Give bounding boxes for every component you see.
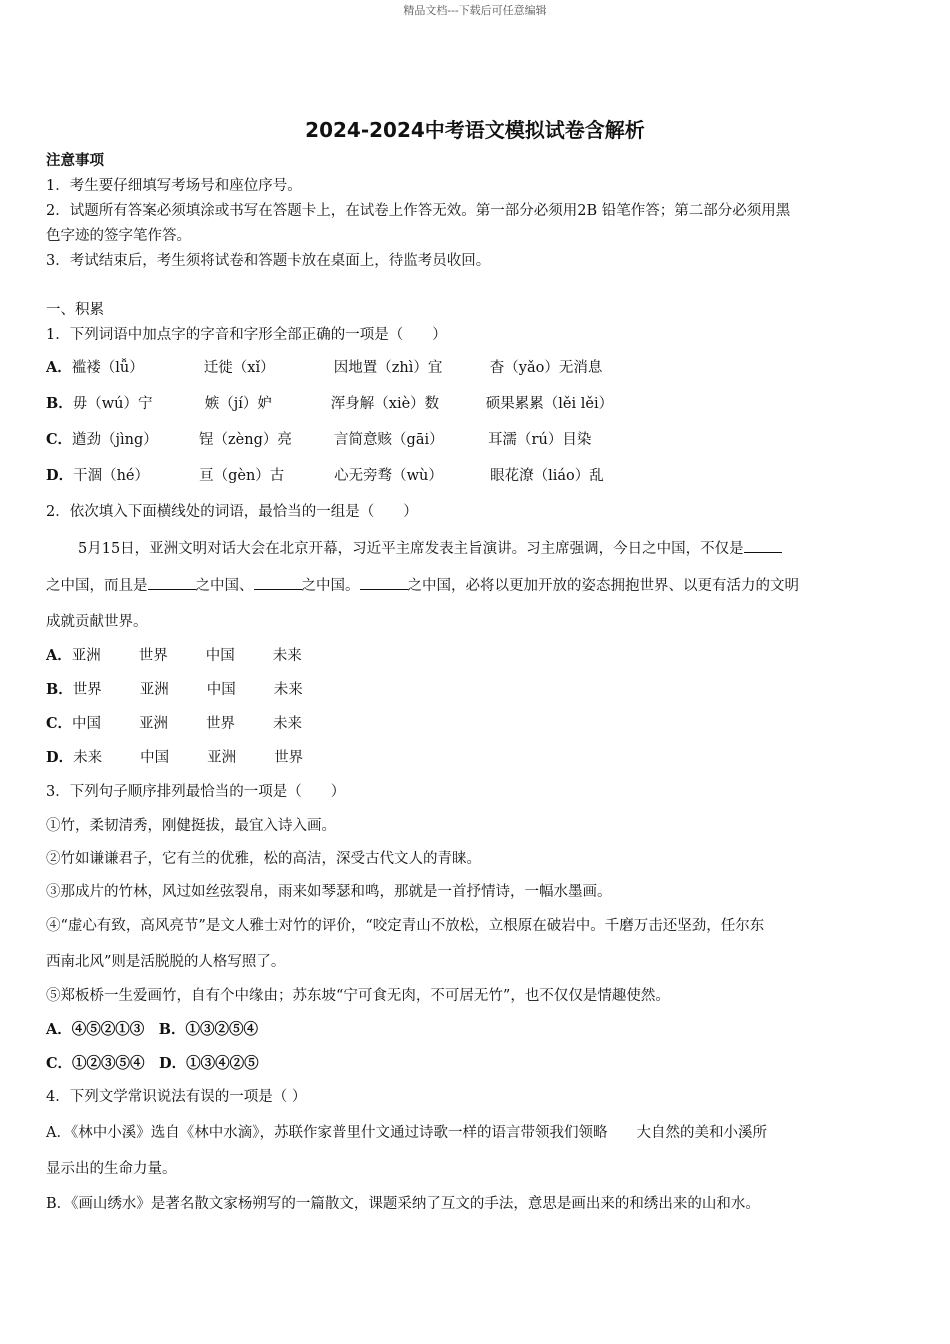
option-cell: 嫉（jí）妒 <box>204 396 272 412</box>
option-word: 世界 <box>206 716 236 732</box>
option-label: C． <box>46 431 73 448</box>
page-header: 精品文档---下载后可任意编辑 <box>403 4 547 17</box>
q2-option-a <box>46 646 302 666</box>
q4-option-b: B．《画山绣水》是著名散文家杨朔写的一篇散文，课题采纳了互文的手法，意思是画出来的和绣出来的山和水。 <box>46 1196 760 1212</box>
q4-option-a-cont: 显示出的生命力量。 <box>46 1161 177 1177</box>
q2-option-c <box>46 714 302 734</box>
notice-item-2-cont: 色字迹的签字笔作答。 <box>46 228 191 244</box>
option-cell: 迁徙（xǐ） <box>203 360 275 376</box>
option-word: 亚洲 <box>207 750 237 766</box>
q1-stem: 1．下列词语中加点字的字音和字形全部正确的一项是（ ） <box>46 327 447 343</box>
option-word: 亚洲 <box>71 648 101 664</box>
notice-item-2: 2．试题所有答案必须填涂或书写在答题卡上，在试卷上作答无效。第一部分必须用2B 铅笔作答；第二部分必须用黑 <box>46 203 791 219</box>
option-word: 中国 <box>205 648 235 664</box>
q3-sentence-1: ①竹，柔韧清秀，刚健挺拔，最宜入诗入画。 <box>46 818 336 834</box>
option-cell: 浑身解（xiè）数 <box>330 396 440 412</box>
q2-passage-line-2 <box>46 575 799 596</box>
q2-passage-line-3: 成就贡献世界。 <box>46 614 148 630</box>
option-word: 亚洲 <box>139 716 169 732</box>
option-cell: 锃（zèng）亮 <box>199 432 292 448</box>
option-cell: 毋（wú）宁 <box>72 396 153 412</box>
option-cell: 耳濡（rú）目染 <box>488 432 592 448</box>
option-word: 未来 <box>73 750 103 766</box>
passage-text: 之中国，而且是 <box>46 578 148 594</box>
q1-option-a <box>46 358 602 378</box>
q1-option-d <box>46 466 604 486</box>
option-word: 中国 <box>206 682 236 698</box>
section-heading: 一、积累 <box>46 302 104 318</box>
notice-item-1: 1．考生要仔细填写考场号和座位序号。 <box>46 178 302 194</box>
q2-stem: 2．依次填入下面横线处的词语，最恰当的一组是（ ） <box>46 504 418 520</box>
option-cell: 言简意赅（gāi） <box>334 432 444 448</box>
option-cell: 遒劲（jìng） <box>72 432 158 448</box>
q2-option-b <box>46 680 303 700</box>
option-word: 亚洲 <box>139 682 169 698</box>
passage-text: 5月15日，亚洲文明对话大会在北京开幕，习近平主席发表主旨演讲。习主席强调，今日之中国，不仅是 <box>78 541 744 557</box>
option-cell: 褴褛（lǚ） <box>71 360 144 376</box>
option-label: A． <box>46 647 72 664</box>
option-cell: 心无旁骛（wù） <box>334 468 443 484</box>
fill-blank <box>254 575 302 590</box>
fill-blank <box>360 575 408 590</box>
passage-text: 之中国，必将以更加开放的姿态拥抱世界、以更有活力的文明 <box>407 578 799 594</box>
q2-passage-line-1 <box>78 538 782 559</box>
notice-item-3: 3．考试结束后，考生须将试卷和答题卡放在桌面上，待监考员收回。 <box>46 253 491 269</box>
q1-option-c <box>46 430 591 450</box>
option-label: A． <box>46 359 72 376</box>
option-word: 未来 <box>273 682 303 698</box>
q4-option-a: A．《林中小溪》选自《林中水滴》，苏联作家普里什文通过诗歌一样的语言带领我们领略 大自然的美和小溪所 <box>46 1125 767 1141</box>
option-word: 中国 <box>72 716 102 732</box>
option-cell: 杳（yǎo）无消息 <box>489 360 603 376</box>
q3-sentence-2: ②竹如谦谦君子，它有兰的优雅，松的高洁，深受古代文人的青睐。 <box>46 851 481 867</box>
option-label: B． <box>46 681 73 698</box>
option-word: 未来 <box>273 716 303 732</box>
option-word: 世界 <box>138 648 168 664</box>
option-word: 世界 <box>72 682 102 698</box>
option-cell: 因地置（zhì）宜 <box>333 360 443 376</box>
passage-text: 之中国、 <box>195 578 254 594</box>
q3-sentence-3: ③那成片的竹林，风过如丝弦裂帛，雨来如琴瑟和鸣，那就是一首抒情诗，一幅水墨画。 <box>46 884 612 900</box>
notice-heading: 注意事项 <box>46 152 104 169</box>
fill-blank <box>148 575 196 590</box>
fill-blank <box>744 538 782 553</box>
option-label: B． <box>46 395 73 412</box>
option-cell: 硕果累累（lěi lěi） <box>485 396 614 412</box>
option-label: C． <box>46 715 73 732</box>
q3-options-cd: C．①②③⑤④ D．①③④②⑤ <box>46 1055 259 1072</box>
page-title: 2024-2024中考语文模拟试卷含解析 <box>305 118 645 142</box>
option-cell: 眼花潦（liáo）乱 <box>490 468 604 484</box>
option-cell: 干涸（hé） <box>73 468 149 484</box>
q4-stem: 4．下列文学常识说法有误的一项是（ ） <box>46 1089 307 1105</box>
option-cell: 亘（gèn）古 <box>199 468 285 484</box>
q2-option-d <box>46 748 303 768</box>
passage-text: 之中国。 <box>301 578 360 594</box>
q1-option-b <box>46 394 613 414</box>
q3-sentence-5: ⑤郑板桥一生爱画竹，自有个中缘由；苏东坡“宁可食无肉，不可居无竹”，也不仅仅是情趣使然。 <box>46 988 670 1004</box>
q3-sentence-4-cont: 西南北风”则是活脱脱的人格写照了。 <box>46 954 286 970</box>
option-label: D． <box>46 467 74 484</box>
q3-stem: 3．下列句子顺序排列最恰当的一项是（ ） <box>46 784 346 800</box>
option-word: 未来 <box>272 648 302 664</box>
option-word: 中国 <box>140 750 170 766</box>
q3-sentence-4: ④“虚心有致，高风亮节”是文人雅士对竹的评价，“咬定青山不放松，立根原在破岩中。千磨万击还坚劲，任尔东 <box>46 918 765 934</box>
option-word: 世界 <box>274 750 304 766</box>
option-label: D． <box>46 749 74 766</box>
q3-options-ab: A．④⑤②①③ B．①③②⑤④ <box>46 1021 259 1038</box>
